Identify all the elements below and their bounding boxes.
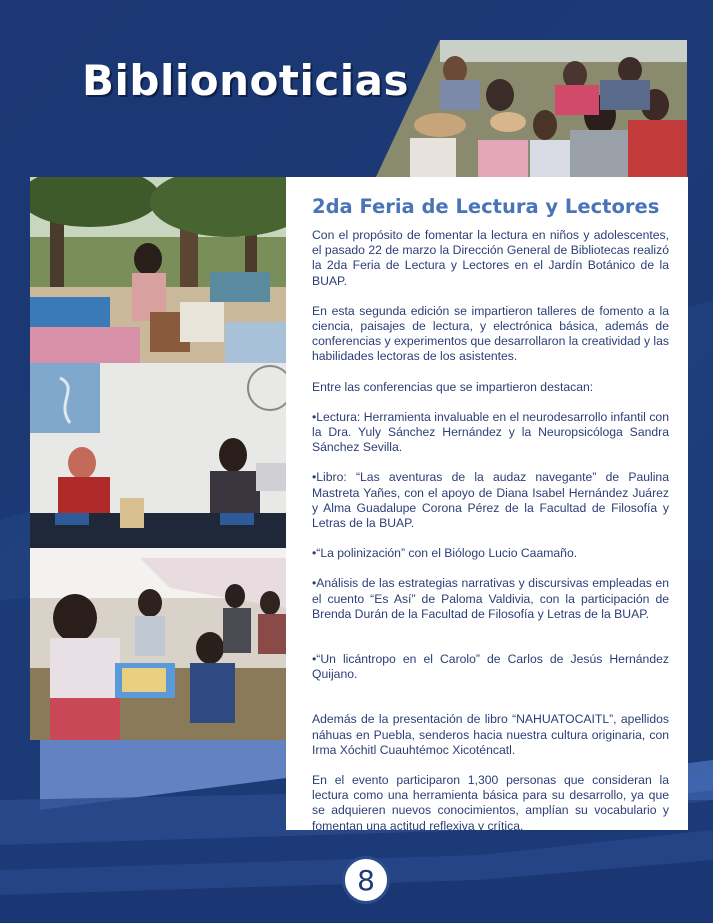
photo-workshop-tent — [30, 548, 286, 740]
photo-outdoor-reading — [30, 177, 286, 363]
article-heading: 2da Feria de Lectura y Lectores — [312, 195, 660, 218]
conference-item: •“Un licántropo en el Carolo” de Carlos de Jesús Hernández Quijano. — [312, 652, 669, 682]
photo-conference-table — [30, 363, 286, 548]
conference-item: •“La polinización” con el Biólogo Lucio Caamaño. — [312, 546, 578, 561]
conference-item: •Libro: “Las aventuras de la audaz navegante” de Paulina Mastreta Yañes, con el apoyo de Diana Isabel Hernández Juárez y Alma Guadalupe Corona Pérez de la Facultad de Filosofía y Letras de la BUAP. — [312, 470, 669, 531]
article-paragraph: Con el propósito de fomentar la lectura en niños y adolescentes, el pasado 22 de marzo la Dirección General de Bibliotecas realizó la 2da Feria de Lectura y Lectores en el Jardín Botánico de la BUAP. — [312, 228, 669, 288]
article-paragraph: En el evento participaron 1,300 personas que consideran la lectura como una herramienta básica para su desarrollo, ya que se adquieren nuevos conocimientos, amplían su vocabulario y fomentan una actitud reflexiva y crítica. — [312, 773, 669, 833]
article-paragraph: Además de la presentación de libro “NAHUATOCAITL”, apellidos náhuas en Puebla, senderos hacia nuestra cultura originaria, con Irma Xóchitl Cuauhtémoc Xicoténcatl. — [312, 712, 669, 757]
article-paragraph: Entre las conferencias que se impartieron destacan: — [312, 379, 594, 394]
conference-item: •Lectura: Herramienta invaluable en el neurodesarrollo infantil con la Dra. Yuly Sánchez Hernández y la Neuropsicóloga Sandra Sánchez Sevilla. — [312, 409, 669, 455]
article-paragraph: En esta segunda edición se impartieron talleres de fomento a la ciencia, paisajes de lectura, y electrónica básica, además de conferencias y experimentos que desarrollaron la creatividad y las habilidades lectoras de los asistentes. — [312, 303, 670, 364]
page-title: Biblionoticias — [82, 56, 409, 105]
page-number: 8 — [342, 856, 390, 904]
conference-item: •Análisis de las estrategias narrativas y discursivas empleadas en el cuento “Es Así” de Paloma Valdivia, con la participación de Brenda Durán de la Facultad de Filosofía y Letras de la BUAP. — [312, 576, 669, 621]
article-panel — [286, 177, 688, 833]
